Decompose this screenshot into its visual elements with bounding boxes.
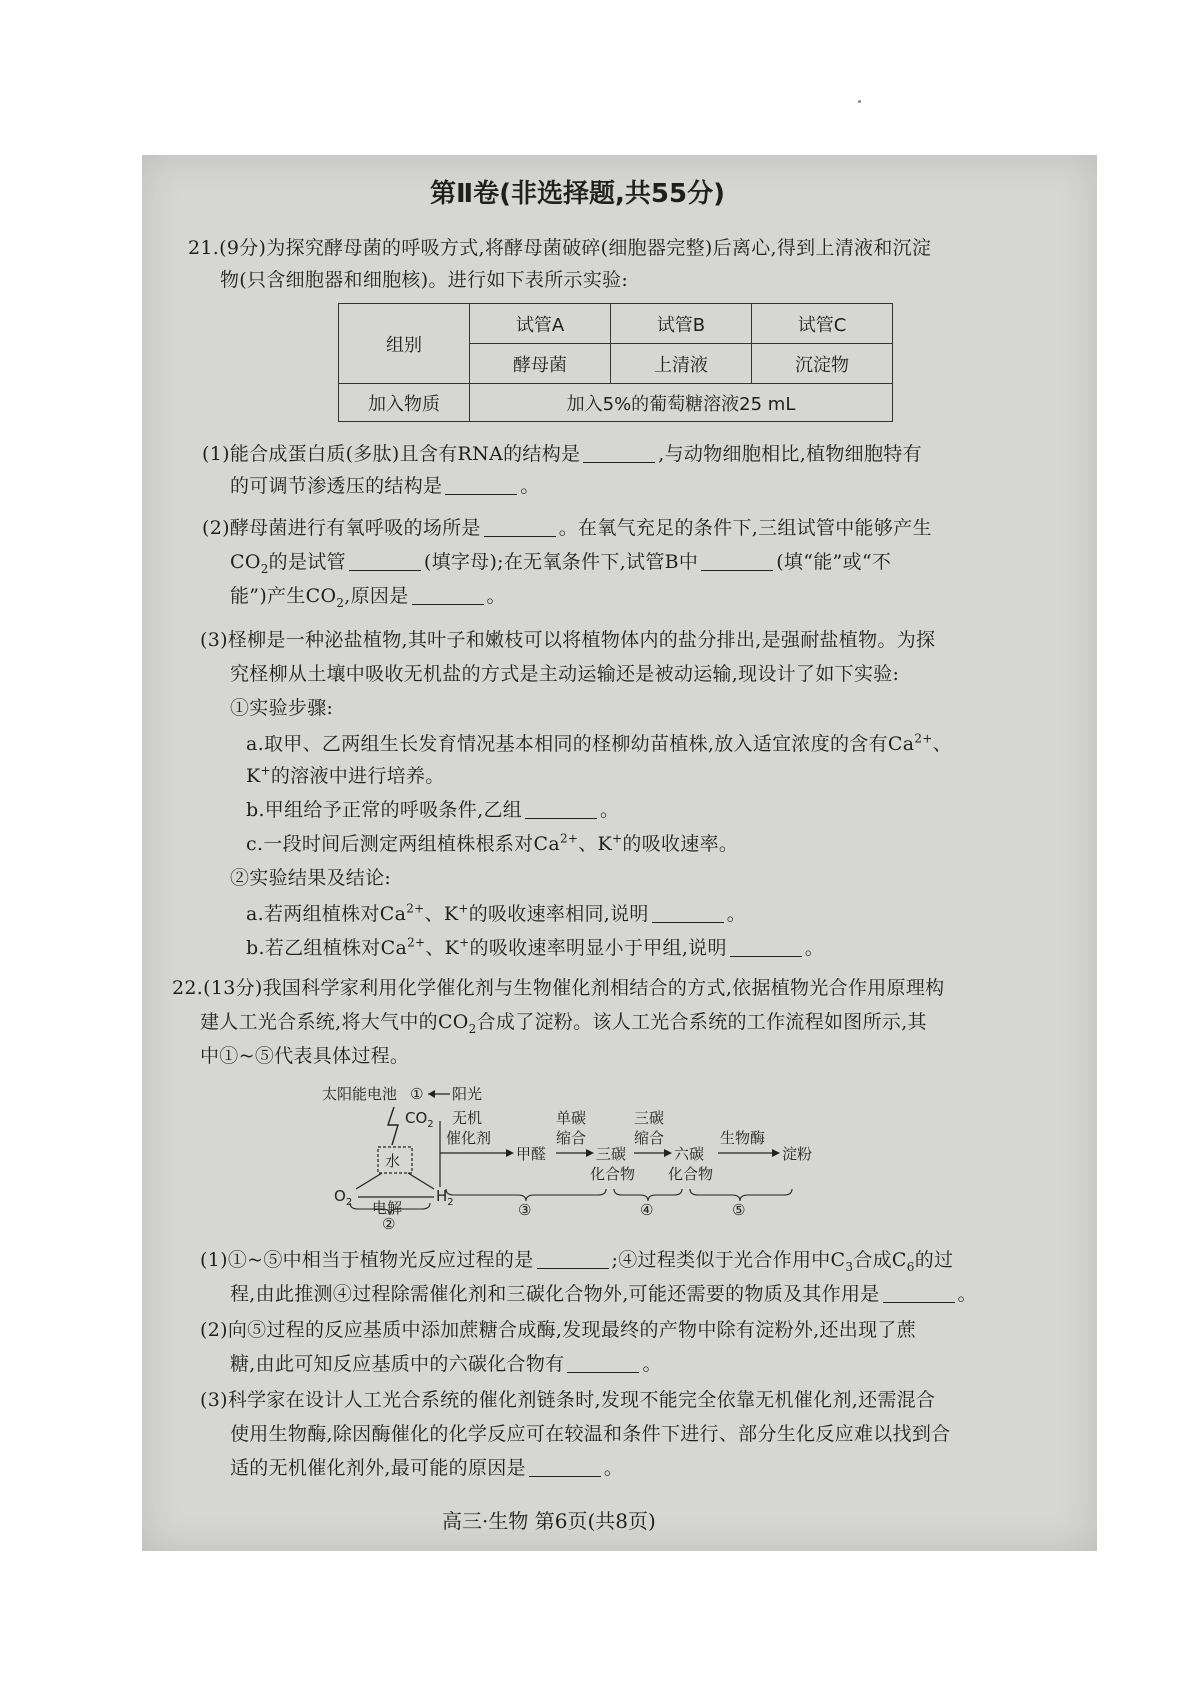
q21-part3-line2: 究柽柳从土壤中吸收无机盐的方式是主动运输还是被动运输,现设计了如下实验: (230, 663, 900, 685)
answer-blank (583, 443, 655, 463)
label-process-5: ⑤ (732, 1201, 746, 1219)
table-add-label: 加入物质 (339, 384, 470, 422)
table-group-label: 组别 (339, 304, 470, 384)
table-add-value: 加入5%的葡萄糖溶液25 mL (470, 384, 893, 422)
q22-part2-line2: 糖,由此可知反应基质中的六碳化合物有 。 (230, 1353, 662, 1375)
q21-result-b: b.若乙组植株对$Ca^{2+}$、K+的吸收速率明显小于甲组,说明 。 (246, 935, 825, 959)
label-solar-cell: 太阳能电池 (322, 1085, 398, 1103)
page-footer: 高三·生物 第6页(共8页) (442, 1509, 656, 1533)
q22-intro-line1: 22.(13分)我国科学家利用化学催化剂与生物催化剂相结合的方式,依据植物光合作用原理构 (172, 977, 945, 999)
lightning-icon (388, 1107, 398, 1145)
q21-part2-line2: $CO_2$的是试管 (填字母);在无氧条件下,试管B中 (填“能”或“不 (230, 551, 892, 576)
label-three-carbon-compound-1: 三碳 (596, 1145, 627, 1163)
table-content-a: 酵母菌 (470, 344, 611, 384)
table-content-b: 上清液 (611, 344, 752, 384)
label-formaldehyde: 甲醛 (516, 1145, 547, 1163)
label-sunlight: 阳光 (452, 1085, 483, 1103)
q21-step-a-line1: a.取甲、乙两组生长发育情况基本相同的柽柳幼苗植株,放入适宜浓度的含有$Ca^{2+}$、 (246, 731, 952, 755)
label-three-carbon-compound-2: 化合物 (590, 1165, 636, 1183)
table-tube-a: 试管A (470, 304, 611, 344)
answer-blank (445, 475, 517, 495)
answer-blank (701, 551, 773, 571)
label-inorganic-1: 无机 (452, 1109, 483, 1127)
artificial-photosynthesis-diagram (322, 1081, 882, 1231)
label-co2: $CO_2$ (405, 1109, 434, 1130)
q21-part2-line3: 能”)产生$CO_2$,原因是 。 (230, 585, 506, 610)
answer-blank (525, 799, 597, 819)
label-bio-enzyme: 生物酶 (720, 1129, 766, 1147)
label-electrolysis: 电解 (372, 1199, 403, 1217)
label-water: 水 (385, 1152, 401, 1170)
q22-part1-line2: 程,由此推测④过程除需催化剂和三碳化合物外,可能还需要的物质及其作用是 。 (230, 1283, 977, 1305)
label-six-carbon-compound-1: 六碳 (674, 1145, 705, 1163)
label-six-carbon-compound-2: 化合物 (668, 1165, 714, 1183)
table-tube-b: 试管B (611, 304, 752, 344)
q22-part3-line2: 使用生物酶,除因酶催化的化学反应可在较温和条件下进行、部分生化反应难以找到合 (230, 1423, 951, 1445)
answer-blank (652, 903, 724, 923)
experiment-table (338, 303, 893, 422)
q22-intro-line2: 建人工光合系统,将大气中的$CO_2$合成了淀粉。该人工光合系统的工作流程如图所示,其 (200, 1011, 927, 1036)
table-tube-c: 试管C (752, 304, 893, 344)
q22-part1-line1: (1)①~⑤中相当于植物光反应过程的是 ;④过程类似于光合作用中$C_3$合成$C_6$的过 (200, 1249, 954, 1274)
label-process-4: ④ (640, 1201, 654, 1219)
exam-page (142, 155, 1097, 1551)
answer-blank (730, 937, 802, 957)
table-content-c: 沉淀物 (752, 344, 893, 384)
q21-step-c: c.一段时间后测定两组植株根系对$Ca^{2+}$、K+的吸收速率。 (246, 831, 739, 855)
speck (858, 100, 861, 103)
q22-intro-line3: 中①~⑤代表具体过程。 (200, 1045, 410, 1067)
q21-step-a-line2: K+的溶液中进行培养。 (246, 763, 445, 787)
q21-intro-line1: 21.(9分)为探究酵母菌的呼吸方式,将酵母菌破碎(细胞器完整)后离心,得到上清液和沉淀 (188, 237, 932, 259)
section-title: 第Ⅱ卷(非选择题,共55分) (430, 179, 725, 209)
q22-part2-line1: (2)向⑤过程的反应基质中添加蔗糖合成酶,发现最终的产物中除有淀粉外,还出现了蔗 (200, 1319, 916, 1341)
label-single-carbon-1: 单碳 (556, 1109, 587, 1127)
answer-blank (484, 517, 556, 537)
label-process-2: ② (382, 1215, 396, 1231)
q22-part3-line3: 适的无机催化剂外,最可能的原因是 。 (230, 1457, 624, 1479)
label-process-1: ① (410, 1085, 424, 1103)
answer-blank (349, 551, 421, 571)
answer-blank (537, 1249, 609, 1269)
q21-steps-heading: ①实验步骤: (230, 697, 334, 719)
answer-blank (567, 1353, 639, 1373)
label-three-carbon-2: 缩合 (634, 1129, 665, 1147)
q21-part1-line2: 的可调节渗透压的结构是 。 (230, 475, 540, 497)
q21-part1-line1: (1)能合成蛋白质(多肽)且含有RNA的结构是 ,与动物细胞相比,植物细胞特有 (202, 443, 922, 465)
q21-intro-line2: 物(只含细胞器和细胞核)。进行如下表所示实验: (220, 269, 629, 291)
label-three-carbon-1: 三碳 (634, 1109, 665, 1127)
answer-blank (883, 1283, 955, 1303)
label-inorganic-2: 催化剂 (446, 1129, 492, 1147)
label-single-carbon-2: 缩合 (556, 1129, 587, 1147)
q21-step-b: b.甲组给予正常的呼吸条件,乙组 。 (246, 799, 620, 821)
answer-blank (529, 1457, 601, 1477)
q21-part3-line1: (3)柽柳是一种泌盐植物,其叶子和嫩枝可以将植物体内的盐分排出,是强耐盐植物。为探 (200, 629, 936, 651)
label-o2: $O_2$ (334, 1187, 353, 1208)
q22-part3-line1: (3)科学家在设计人工光合系统的催化剂链条时,发现不能完全依靠无机催化剂,还需混合 (200, 1389, 936, 1411)
label-process-3: ③ (518, 1201, 532, 1219)
label-h2: $H_2$ (436, 1187, 454, 1208)
q21-result-a: a.若两组植株对$Ca^{2+}$、K+的吸收速率相同,说明 。 (246, 901, 747, 925)
q21-part2-line1: (2)酵母菌进行有氧呼吸的场所是 。在氧气充足的条件下,三组试管中能够产生 (202, 517, 932, 539)
label-starch: 淀粉 (782, 1145, 813, 1163)
answer-blank (412, 585, 484, 605)
q21-results-heading: ②实验结果及结论: (230, 867, 392, 889)
